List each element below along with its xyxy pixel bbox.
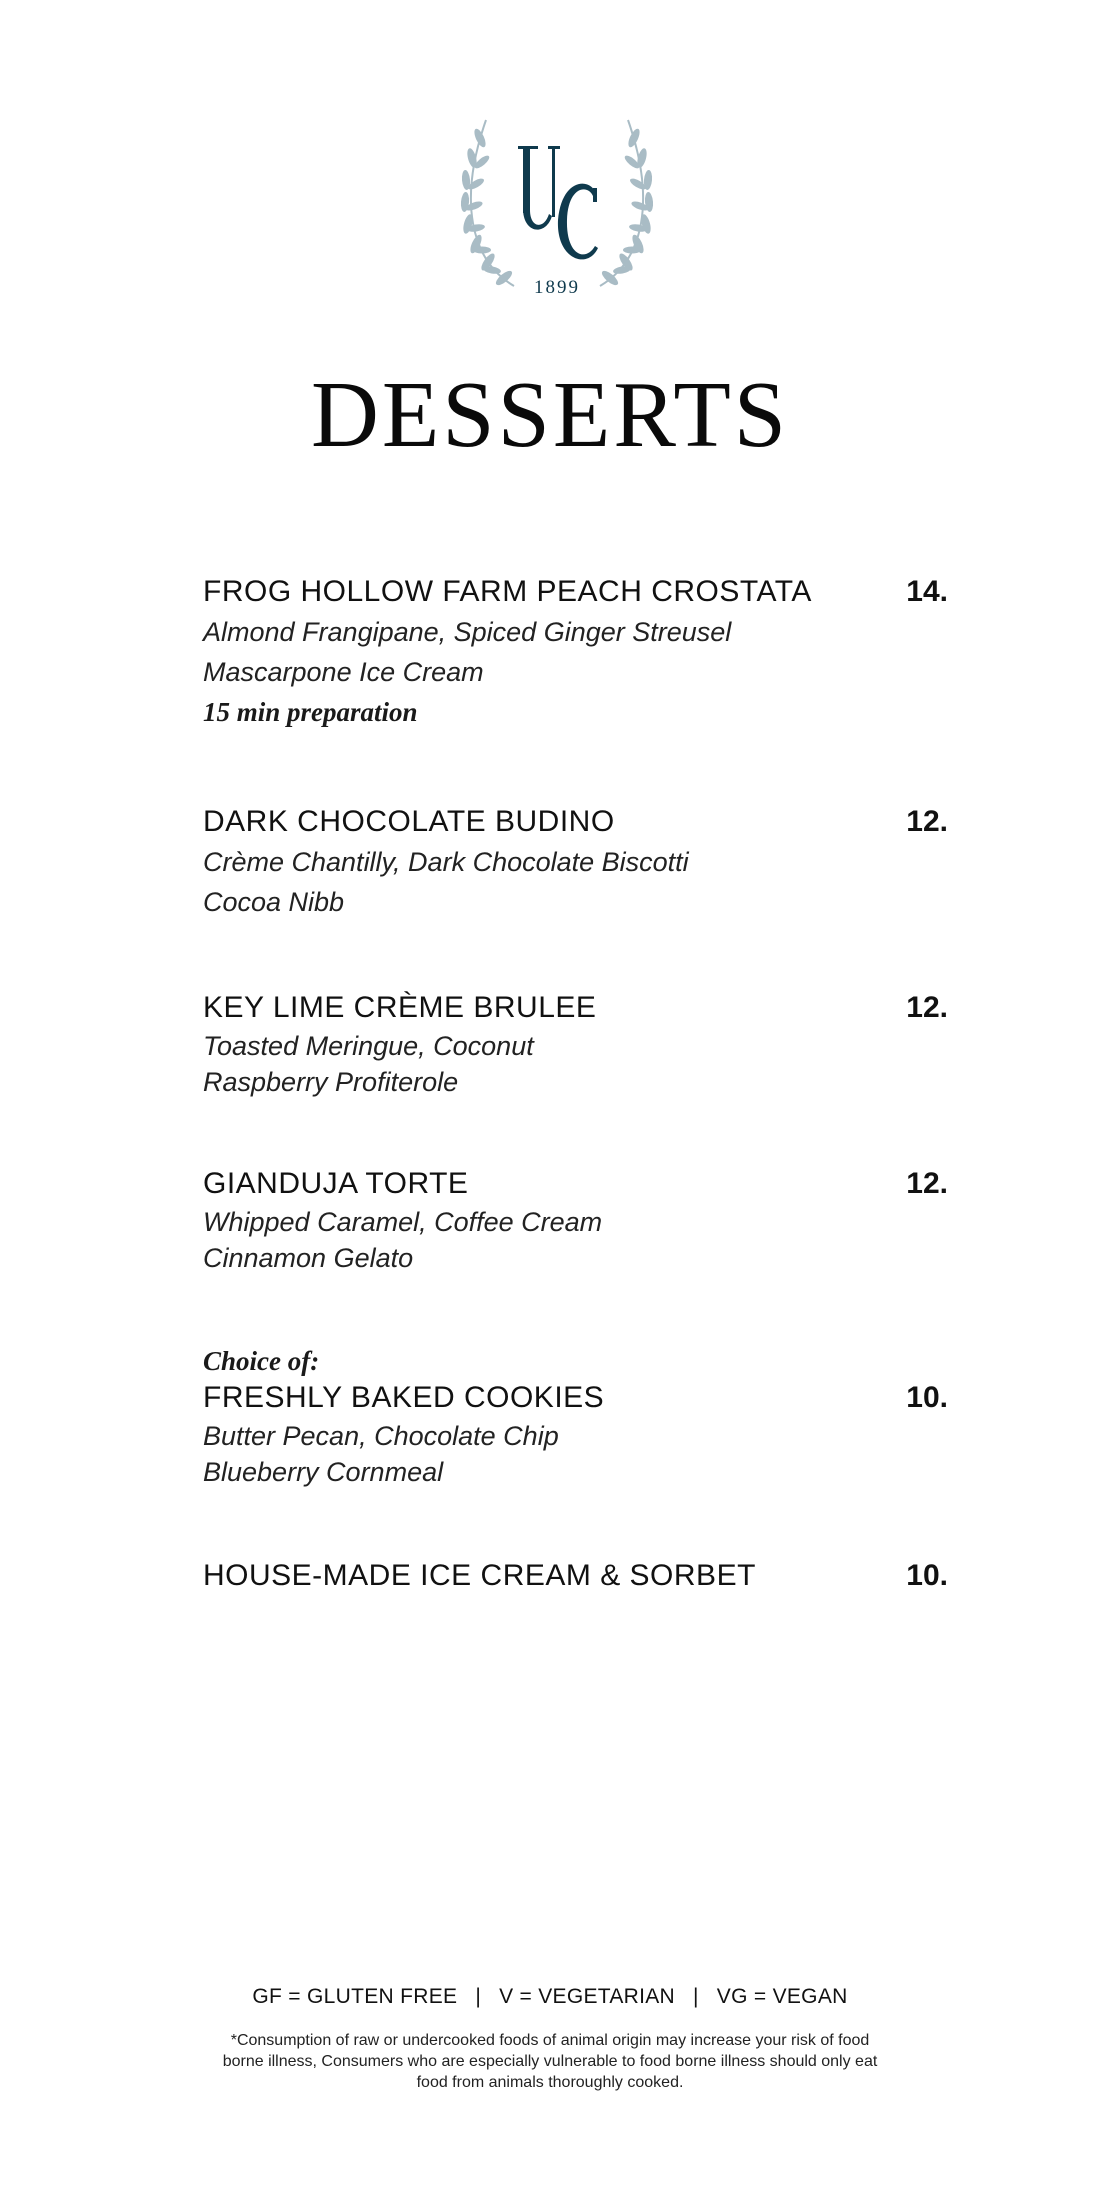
item-description: Cinnamon Gelato <box>203 1243 414 1273</box>
menu-item <box>203 572 948 732</box>
item-description: Cocoa Nibb <box>203 887 345 917</box>
menu-item <box>203 1556 948 1596</box>
laurel-wreath-icon <box>460 120 654 287</box>
legend-gluten-free: GF = GLUTEN FREE <box>252 1985 458 2008</box>
item-description: Crème Chantilly, Dark Chocolate Biscotti <box>203 847 689 877</box>
item-name: DARK CHOCOLATE BUDINO <box>203 805 615 838</box>
item-price: 10. <box>906 1559 948 1592</box>
item-description: Raspberry Profiterole <box>203 1067 459 1097</box>
item-price: 12. <box>906 991 948 1024</box>
food-safety-disclaimer: *Consumption of raw or undercooked foods of animal origin may increase your risk of food borne illness, Consumers who are especially vulnerable to food borne illness should only eat food from animals thoroughly cooked. <box>222 2032 878 2091</box>
item-name: HOUSE-MADE ICE CREAM & SORBET <box>203 1559 756 1592</box>
item-description: Butter Pecan, Chocolate Chip <box>203 1421 559 1451</box>
item-price: 12. <box>906 805 948 838</box>
item-price: 10. <box>906 1381 948 1414</box>
logo-year: 1899 <box>534 277 580 298</box>
legend-vegetarian: V = VEGETARIAN <box>499 1985 676 2008</box>
item-description: Toasted Meringue, Coconut <box>203 1031 534 1061</box>
dietary-legend <box>0 1985 1100 2009</box>
menu-item <box>203 988 948 1100</box>
item-name: GIANDUJA TORTE <box>203 1167 469 1200</box>
page-title: DESSERTS <box>310 363 790 467</box>
legend-vegan: VG = VEGAN <box>716 1985 848 2008</box>
item-name: FRESHLY BAKED COOKIES <box>203 1381 605 1414</box>
item-name: FROG HOLLOW FARM PEACH CROSTATA <box>203 575 812 608</box>
menu-item <box>203 802 948 922</box>
item-price: 12. <box>906 1167 948 1200</box>
uc-monogram <box>518 146 598 259</box>
item-name: KEY LIME CRÈME BRULEE <box>203 991 597 1024</box>
item-description: Mascarpone Ice Cream <box>203 657 484 687</box>
item-description: Blueberry Cornmeal <box>203 1457 444 1487</box>
item-description: Almond Frangipane, Spiced Ginger Streusel <box>203 617 732 647</box>
menu-item <box>203 1164 948 1276</box>
item-description: Whipped Caramel, Coffee Cream <box>203 1207 603 1237</box>
legend-separator: | <box>475 1985 482 2008</box>
item-price: 14. <box>906 575 948 608</box>
preparation-note: 15 min preparation <box>203 697 418 727</box>
club-logo <box>452 110 662 302</box>
choice-of-label: Choice of: <box>203 1346 320 1376</box>
menu-item <box>203 1344 948 1490</box>
legend-separator: | <box>693 1985 699 2008</box>
